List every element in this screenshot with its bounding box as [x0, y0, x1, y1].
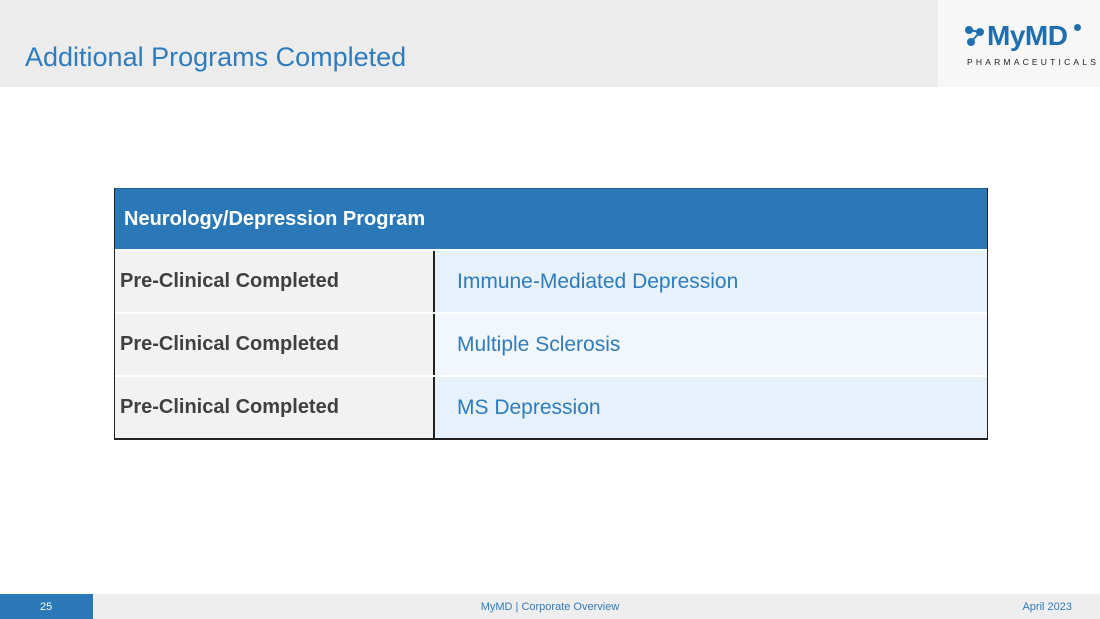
- company-logo: [938, 0, 1100, 87]
- slide-title: Additional Programs Completed: [25, 42, 407, 72]
- slide-footer: [0, 594, 1100, 619]
- indication-cell: Immune-Mediated Depression: [435, 251, 987, 312]
- status-cell: Pre-Clinical Completed: [115, 251, 435, 312]
- table-header: Neurology/Depression Program: [115, 188, 987, 249]
- page-number: 25: [0, 594, 93, 619]
- table-row: [115, 249, 987, 312]
- status-cell: Pre-Clinical Completed: [115, 314, 435, 375]
- registered-mark-icon: [1074, 24, 1081, 31]
- footer-date: April 2023: [1022, 600, 1072, 613]
- logo-subtitle: PHARMACEUTICALS: [967, 57, 1100, 67]
- status-cell: Pre-Clinical Completed: [115, 377, 435, 438]
- program-table: [114, 188, 988, 440]
- footer-title: MyMD | Corporate Overview: [480, 600, 620, 613]
- table-row: [115, 375, 987, 438]
- indication-cell: Multiple Sclerosis: [435, 314, 987, 375]
- indication-cell: MS Depression: [435, 377, 987, 438]
- logo-wordmark: MyMD: [987, 20, 1068, 51]
- molecule-icon: [964, 24, 986, 48]
- table-row: [115, 312, 987, 375]
